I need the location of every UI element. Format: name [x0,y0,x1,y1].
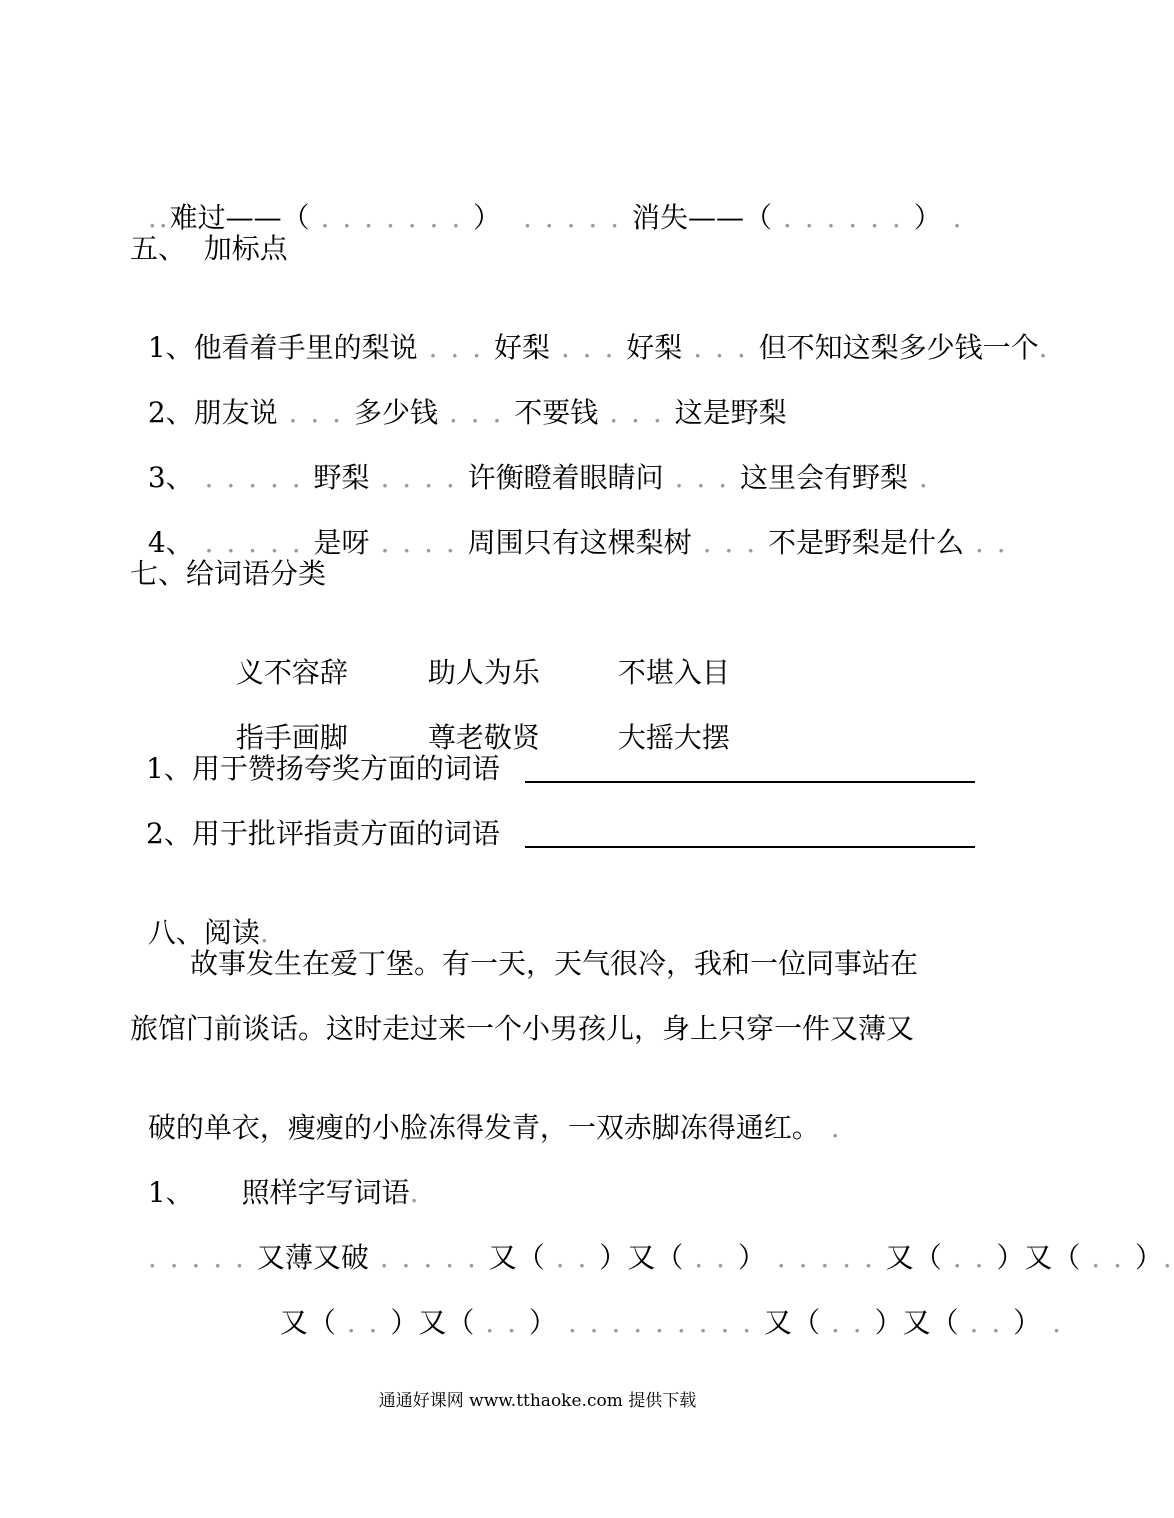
answer-blank-2[interactable] [525,846,975,848]
sentence-part: 好梨 [493,331,550,364]
reading-paragraph-text: 破的单衣，瘦瘦的小脸冻得发青，一双赤脚冻得通红。 [147,1111,820,1144]
synonym-word-1: 难过——（ [169,201,310,234]
classify-question-2: 2、用于批评指责方面的词语 [146,817,500,850]
sentence-part: 不是野梨是什么 [768,526,965,559]
synonym-close-1: ） [473,201,502,234]
classify-question-1: 1、用于赞扬夸奖方面的词语 [146,752,500,785]
word-row-2 [218,687,730,755]
punctuation-item-2: 2、朋友说 . . . 多少钱 . . . 不要钱 . . . 这是野梨 [147,396,787,429]
section-8-title: 八、阅读. [147,916,271,949]
question-text: 照样字写词语 [241,1176,410,1209]
sentence-part: 多少钱 [353,396,438,429]
reading-question-1: 1、 照样字写词语. [147,1176,421,1209]
sentence-part: 他看着手里的梨说 [193,331,418,364]
footer-text: 通通好课网 www.tthaoke.com 提供下载 [378,1391,697,1411]
sentence-part: 周围只有这棵梨树 [467,526,692,559]
pattern-row-1: . . . . . 又薄又破 . . . . . 又（ . . ）又（ . . ） . . . . . 又（ . . ）又（ . . ）. [147,1241,1174,1274]
word-item: 义不容辞 [235,656,348,689]
item-number: 3、 [147,461,194,494]
item-number: 2、 [147,396,194,429]
sentence-part: 这是野梨 [674,396,787,429]
sentence-part: 野梨 [313,461,370,494]
answer-blank-1[interactable] [525,781,975,783]
word-item: 大摇大摆 [617,721,730,754]
pattern-blank-3[interactable]: 又（ . . ）又（ . . ） [279,1306,557,1339]
word-row-1 [218,622,730,690]
sentence-part: 但不知这梨多少钱一个 [758,331,1039,364]
pattern-blank-1[interactable]: 又（ . . ）又（ . . ） [488,1241,766,1274]
punctuation-item-4: 4、 . . . . . 是呀 . . . . 周围只有这棵梨树 . . . 不是野梨是什么 . . [147,526,1008,559]
sentence-part: 好梨 [626,331,683,364]
synonym-word-2: 消失——（ [631,201,772,234]
synonym-close-2: ） [913,201,942,234]
sentence-part: 是呀 [313,526,370,559]
word-item: 不堪入目 [617,656,730,689]
reading-paragraph-line-2: 旅馆门前谈话。这时走过来一个小男孩儿，身上只穿一件又薄又 [130,1012,915,1045]
pattern-blank-4[interactable]: 又（ . . ）又（ . . ） [764,1306,1042,1339]
pattern-blank-2[interactable]: 又（ . . ）又（ . . ） [885,1241,1163,1274]
word-item: 助人为乐 [427,656,540,689]
reading-paragraph-line-1: 故事发生在爱丁堡。有一天，天气很冷，我和一位同事站在 [190,947,919,980]
sentence-part: 这里会有野梨 [740,461,909,494]
sentence-part: 不要钱 [514,396,599,429]
punctuation-item-3: 3、 . . . . . 野梨 . . . . 许衡瞪着眼睛问 . . . 这里会有野梨 . [147,461,930,494]
item-number: 4、 [147,526,194,559]
reading-paragraph-line-3: 破的单衣，瘦瘦的小脸冻得发青，一双赤脚冻得通红。 . [147,1111,842,1144]
section-5-title: 五、 加标点 [130,232,288,265]
word-item: 尊老敬贤 [427,721,540,754]
pattern-row-2: 又（ . . ）又（ . . ） . . . . . . . . . 又（ . . ）又（ . . ） . [279,1306,1063,1339]
synonym-row: ..难过——（ . . . . . . . ） . . . . . 消失——（ . . . . . . ） . [147,201,964,234]
item-number: 1、 [147,331,194,364]
section-8-title-text: 八、阅读 [147,916,260,949]
sentence-part: 许衡瞪着眼睛问 [467,461,664,494]
item-number: 1、 [147,1176,194,1209]
section-7-title: 七、给词语分类 [130,557,327,590]
word-item: 指手画脚 [235,721,348,754]
sentence-part: 朋友说 [193,396,278,429]
punctuation-item-1: 1、他看着手里的梨说 . . . 好梨 . . . 好梨 . . . 但不知这梨多少钱一个. [147,331,1050,364]
pattern-example: 又薄又破 [256,1241,369,1274]
